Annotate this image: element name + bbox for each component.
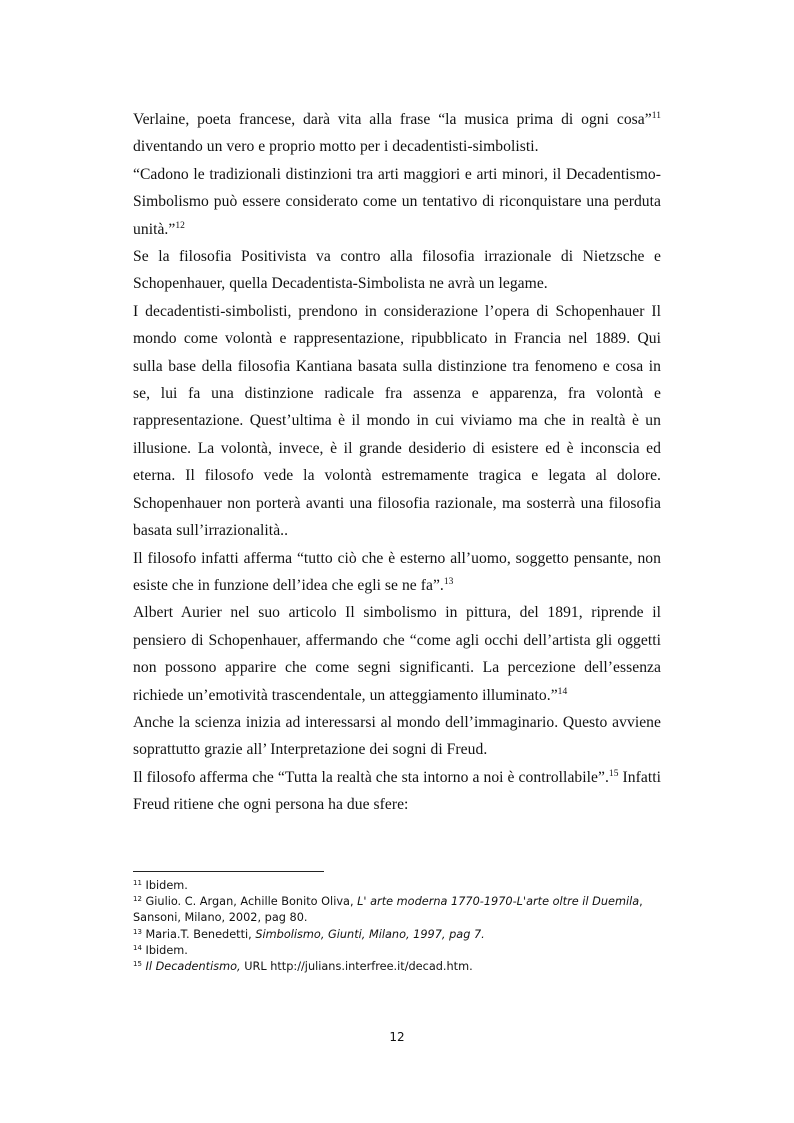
footnote-ref[interactable]: 13	[443, 576, 454, 587]
footnote: $^{15}$ Il Decadentismo, URL http://julians.interfree.it/decad.htm.	[133, 960, 473, 974]
footnote: $^{14}$ Ibidem.	[133, 943, 188, 957]
paragraph: Se la filosofia Positivista va contro alla filosofia irrazionale di Nietzsche e Schopenhauer, quella Decadentista-Simbolista ne avrà un legame.	[133, 248, 661, 293]
footnote-ref[interactable]: 12	[175, 220, 185, 231]
footnote-url[interactable]: URL http://julians.interfree.it/decad.htm.	[240, 960, 473, 974]
footnote: $^{11}$ Ibidem.	[133, 879, 188, 892]
footnote-ref[interactable]: 11	[651, 111, 661, 121]
footnote: $^{12}$ Giulio. C. Argan, Achille Bonito Oliva, L' arte moderna 1770-1970-L'arte oltre il Duemila, Sansoni, Milano, 2002, pag 80.	[133, 895, 643, 925]
paragraph: “Cadono le tradizionali distinzioni tra arti maggiori e arti minori, il Decadentismo-Simbolismo può essere considerato come un tentativo di riconquistare una perduta unità.”$^{12}$	[133, 165, 661, 238]
paragraph: Il filosofo afferma che “Tutta la realtà che sta intorno a noi è controllabile”.$^{15}$ Infatti Freud ritiene che ogni persona ha due sfere:	[133, 768, 661, 814]
paragraph: Albert Aurier nel suo articolo Il simbolismo in pittura, del 1891, riprende il pensiero di Schopenhauer, affermando che “come agli occhi dell’artista gli oggetti non possono apparire che come segni significanti. La percezione dell’essenza richiede un’emotività trascendentale, un atteggiamento illuminato.”$^{14}$	[133, 604, 661, 704]
footnotes	[133, 878, 663, 975]
footnote-ref[interactable]: 15	[608, 768, 619, 779]
paragraph: Anche la scienza inizia ad interessarsi al mondo dell’immaginario. Questo avviene soprattutto grazie all’ Interpretazione dei sogni di Freud.	[133, 713, 661, 759]
footnote-separator	[133, 871, 324, 872]
paragraph: I decadentisti-simbolisti, prendono in considerazione l’opera di Schopenhauer Il mondo come volontà e rappresentazione, ripubblicato in Francia nel 1889. Qui sulla base della filosofia Kantiana basata sulla distinzione tra fenomeno e cosa in se, lui fa una distinzione radicale fra assenza e apparenza, fra volontà e rappresentazione. Quest’ultima è il mondo in cui viviamo ma che in realtà è un illusione. La volontà, invece, è il grande desiderio di esistere ed è inconscia ed eterna. Il filosofo vede la volontà estremamente tragica e legata al dolore. Schopenhauer non porterà avanti una filosofia razionale, ma sosterrà una filosofia basata sull’irrazionalità..	[133, 302, 661, 540]
footnote-ref[interactable]: 14	[557, 686, 568, 697]
paragraph: Il filosofo infatti afferma “tutto ciò che è esterno all’uomo, soggetto pensante, non esiste che in funzione dell’idea che egli se ne fa”.$^{13}$	[133, 549, 661, 594]
body-text	[133, 106, 661, 819]
page-number: 12	[389, 1030, 405, 1044]
paragraph: Verlaine, poeta francese, darà vita alla frase “la musica prima di ogni cosa”$^{11}$ diventando un vero e proprio motto per i decadentisti-simbolisti.	[133, 111, 661, 156]
footnote: $^{13}$ Maria.T. Benedetti, Simbolismo, Giunti, Milano, 1997, pag 7.	[133, 927, 485, 941]
